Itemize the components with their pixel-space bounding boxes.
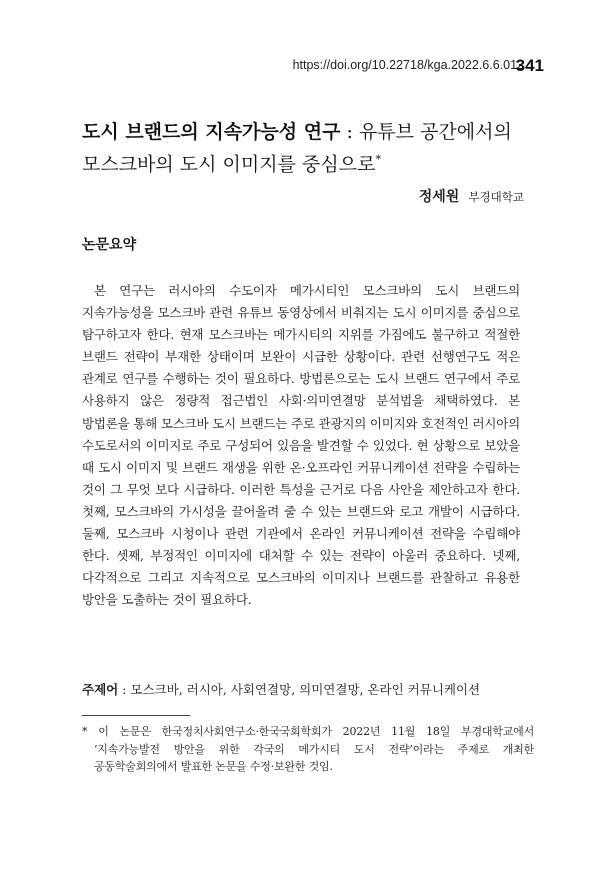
author-name: 정세원 bbox=[418, 189, 460, 205]
page-number: 341 bbox=[515, 56, 544, 75]
title-subtitle: 유튜브 공간에서의 모스크바의 도시 이미지를 중심으로 bbox=[82, 121, 512, 176]
keywords-separator: : bbox=[118, 682, 131, 697]
footnote: * 이 논문은 한국정치사회연구소·한국국회학회가 2022년 11월 18일 부경대학교에서 ‘지속가능발전 방안을 위한 각국의 메가시티 도시 전략’이라는 주제로 개최한 공동학술회의에서 발표한 논문을 수정·보완한 것임. bbox=[82, 725, 534, 773]
keywords-line bbox=[82, 680, 532, 698]
title-main: 도시 브랜드의 지속가능성 연구 bbox=[82, 121, 341, 143]
title-separator: : bbox=[340, 121, 359, 143]
author-line bbox=[419, 186, 524, 206]
author-affiliation: 부경대학교 bbox=[468, 190, 524, 204]
paper-title bbox=[82, 118, 532, 178]
keywords-list: 모스크바, 러시아, 사회연결망, 의미연결망, 온라인 커뮤니케이션 bbox=[130, 682, 481, 697]
footnote-divider bbox=[82, 715, 190, 716]
keywords-label: 주제어 bbox=[82, 682, 119, 697]
abstract-body: 본 연구는 러시아의 수도이자 메가시티인 모스크바의 도시 브랜드의 지속가능성을 모스크바 관련 유튜브 동영상에서 비춰지는 도시 이미지를 중심으로 탐구하고자 한다. 현재 모스크바는 메가시티의 지위를 가짐에도 불구하고 적절한 브랜드 전략이 부재한 상태이며 보완이 시급한 상황이다. 관련 선행연구도 적은 관계로 연구를 수행하는 것이 필요하다. 방법론으로는 도시 브랜드 연구에서 주로 사용하지 않은 정량적 접근법인 사회·의미연결망 분석법을 채택하였다. 본 방법론을 통해 모스크바 도시 브랜드는 주로 관광지의 이미지와 호전적인 러시아의 수도로서의 이미지로 주로 구성되어 있음을 발견할 수 있었다. 현 상황으로 보았을 때 도시 이미지 및 브랜드 재생을 위한 온·오프라인 커뮤니케이션 전략을 수립하는 것이 그 무엇 보다 시급하다. 이러한 특성을 근거로 다음 사안을 제안하고자 한다. 첫째, 모스크바의 가시성을 끌어올려 줄 수 있는 브랜드와 로고 개발이 시급하다. 둘째, 모스크바 시청이나 관련 기관에서 온라인 커뮤니케이션 전략을 수립해야 한다. 셋째, 부정적인 이미지에 대처할 수 있는 전략이 아울러 중요하다. 넷째, 다각적으로 그리고 지속적으로 모스크바의 이미지나 브랜드를 관찰하고 유용한 방안을 도출하는 것이 필요하다. bbox=[82, 283, 520, 608]
title-footnote-mark: * bbox=[375, 153, 381, 166]
abstract-heading: 논문요약 bbox=[82, 237, 137, 253]
doi-link[interactable]: https://doi.org/10.22718/kga.2022.6.6.012 bbox=[292, 58, 524, 72]
